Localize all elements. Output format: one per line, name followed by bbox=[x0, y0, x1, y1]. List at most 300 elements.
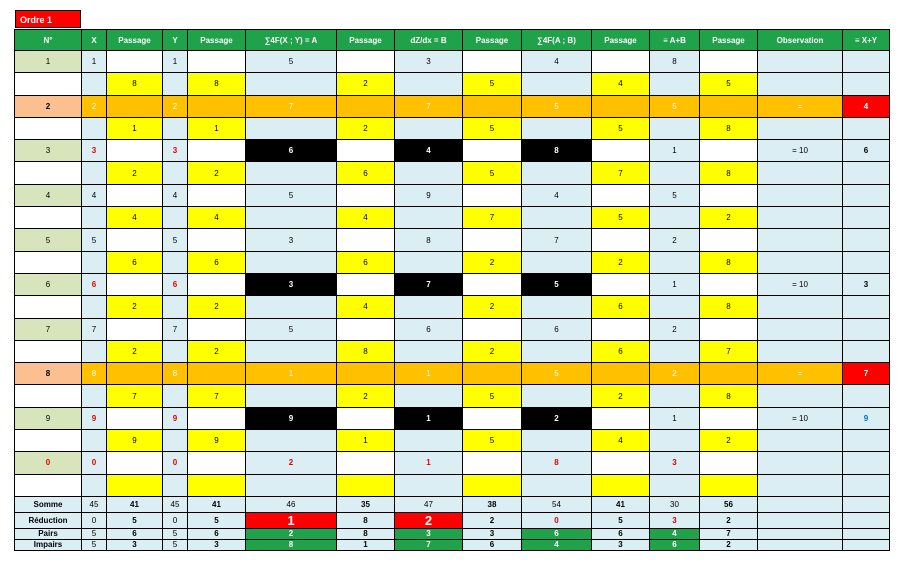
table-cell bbox=[188, 229, 246, 251]
passage-row bbox=[15, 251, 890, 273]
table-cell: 9 bbox=[246, 407, 337, 429]
table-cell: 7 bbox=[463, 207, 522, 229]
table-cell: 0 bbox=[82, 452, 107, 474]
table-cell: 7 bbox=[522, 229, 592, 251]
table-cell: 0 bbox=[163, 452, 188, 474]
column-header: Y bbox=[163, 30, 188, 51]
table-cell bbox=[843, 318, 890, 340]
table-cell bbox=[463, 273, 522, 295]
table-cell bbox=[107, 140, 163, 162]
table-cell bbox=[463, 51, 522, 73]
table-cell bbox=[758, 474, 843, 496]
table-cell bbox=[82, 474, 107, 496]
table-cell bbox=[522, 296, 592, 318]
table-cell: 6 bbox=[82, 273, 107, 295]
totals-cell: 2 bbox=[700, 512, 758, 528]
table-cell bbox=[592, 229, 650, 251]
table-cell bbox=[592, 140, 650, 162]
table-cell bbox=[592, 407, 650, 429]
table-cell bbox=[246, 162, 337, 184]
table-cell bbox=[82, 207, 107, 229]
table-cell: 4 bbox=[522, 51, 592, 73]
table-cell bbox=[395, 251, 463, 273]
table-cell: 9 bbox=[107, 430, 163, 452]
table-cell: 9 bbox=[843, 407, 890, 429]
table-cell: 1 bbox=[246, 363, 337, 385]
column-header: Passage bbox=[700, 30, 758, 51]
table-cell bbox=[522, 73, 592, 95]
totals-cell: 0 bbox=[522, 512, 592, 528]
table-cell: 8 bbox=[395, 229, 463, 251]
table-cell bbox=[758, 51, 843, 73]
table-cell: 2 bbox=[15, 95, 82, 117]
table-cell: 4 bbox=[522, 184, 592, 206]
table-cell bbox=[592, 363, 650, 385]
table-cell bbox=[843, 162, 890, 184]
passage-row bbox=[15, 430, 890, 452]
table-cell bbox=[463, 407, 522, 429]
table-cell: = bbox=[758, 95, 843, 117]
table-cell bbox=[107, 363, 163, 385]
table-cell: 1 bbox=[188, 117, 246, 139]
table-cell: 2 bbox=[522, 407, 592, 429]
table-cell bbox=[843, 251, 890, 273]
table-cell bbox=[163, 207, 188, 229]
table-cell bbox=[463, 184, 522, 206]
table-cell: 9 bbox=[188, 430, 246, 452]
totals-cell: 4 bbox=[522, 539, 592, 550]
column-header: ∑4F(X ; Y) = A bbox=[246, 30, 337, 51]
table-cell bbox=[758, 385, 843, 407]
column-header: Passage bbox=[463, 30, 522, 51]
table-cell bbox=[337, 229, 395, 251]
table-cell bbox=[188, 452, 246, 474]
number-row bbox=[15, 407, 890, 429]
totals-cell: 5 bbox=[188, 512, 246, 528]
table-cell: 2 bbox=[82, 95, 107, 117]
number-row bbox=[15, 273, 890, 295]
column-header: Passage bbox=[107, 30, 163, 51]
totals-cell: 30 bbox=[650, 496, 700, 512]
totals-cell: 0 bbox=[82, 512, 107, 528]
table-cell bbox=[700, 452, 758, 474]
table-cell bbox=[15, 162, 82, 184]
table-cell bbox=[82, 296, 107, 318]
table-cell: 3 bbox=[843, 273, 890, 295]
table-cell: 8 bbox=[700, 117, 758, 139]
table-cell bbox=[463, 140, 522, 162]
table-cell: 4 bbox=[592, 73, 650, 95]
table-cell bbox=[758, 452, 843, 474]
table-cell bbox=[107, 318, 163, 340]
table-cell bbox=[758, 430, 843, 452]
passage-row bbox=[15, 340, 890, 362]
table-cell bbox=[395, 162, 463, 184]
table-cell bbox=[82, 430, 107, 452]
totals-cell: 7 bbox=[700, 528, 758, 539]
table-cell bbox=[188, 184, 246, 206]
table-cell: 9 bbox=[15, 407, 82, 429]
table-cell bbox=[337, 363, 395, 385]
table-cell bbox=[188, 407, 246, 429]
table-cell bbox=[522, 430, 592, 452]
table-cell bbox=[246, 296, 337, 318]
table-cell bbox=[700, 229, 758, 251]
number-row bbox=[15, 184, 890, 206]
table-cell: 8 bbox=[700, 251, 758, 273]
table-cell: 4 bbox=[592, 430, 650, 452]
table-cell bbox=[107, 51, 163, 73]
table-cell bbox=[758, 296, 843, 318]
table-cell bbox=[650, 430, 700, 452]
table-cell bbox=[843, 385, 890, 407]
totals-cell: 8 bbox=[246, 539, 337, 550]
table-cell: 4 bbox=[337, 207, 395, 229]
totals-cell: 7 bbox=[395, 539, 463, 550]
totals-cell: 2 bbox=[246, 528, 337, 539]
table-cell: 8 bbox=[700, 296, 758, 318]
table-cell bbox=[522, 207, 592, 229]
table-cell: 7 bbox=[843, 363, 890, 385]
table-cell: 7 bbox=[700, 340, 758, 362]
totals-row bbox=[15, 496, 890, 512]
column-header: dZ/dx = B bbox=[395, 30, 463, 51]
table-cell: 3 bbox=[15, 140, 82, 162]
table-cell bbox=[758, 340, 843, 362]
table-cell bbox=[650, 207, 700, 229]
table-cell bbox=[82, 251, 107, 273]
table-cell: 2 bbox=[188, 162, 246, 184]
table-cell bbox=[163, 117, 188, 139]
table-cell: 6 bbox=[337, 251, 395, 273]
table-cell: 2 bbox=[592, 251, 650, 273]
table-cell: 7 bbox=[188, 385, 246, 407]
totals-cell: Pairs bbox=[15, 528, 82, 539]
totals-cell: 1 bbox=[246, 512, 337, 528]
table-cell bbox=[522, 251, 592, 273]
table-cell bbox=[843, 117, 890, 139]
table-cell bbox=[522, 117, 592, 139]
totals-cell: Impairs bbox=[15, 539, 82, 550]
table-cell bbox=[163, 162, 188, 184]
header-row bbox=[15, 30, 890, 51]
table-cell bbox=[337, 318, 395, 340]
table-cell: 4 bbox=[395, 140, 463, 162]
table-cell: 2 bbox=[107, 340, 163, 362]
table-cell: 9 bbox=[395, 184, 463, 206]
column-header: Passage bbox=[337, 30, 395, 51]
totals-cell: 2 bbox=[395, 512, 463, 528]
table-cell bbox=[843, 207, 890, 229]
table-cell bbox=[650, 385, 700, 407]
table-cell bbox=[758, 184, 843, 206]
table-cell: 5 bbox=[592, 117, 650, 139]
table-cell bbox=[15, 385, 82, 407]
totals-cell: 5 bbox=[107, 512, 163, 528]
table-cell bbox=[700, 318, 758, 340]
table-cell bbox=[188, 363, 246, 385]
table-cell: 4 bbox=[843, 95, 890, 117]
ordre-label: Ordre 1 bbox=[15, 10, 81, 28]
table-cell: 5 bbox=[522, 273, 592, 295]
table-cell: 1 bbox=[163, 51, 188, 73]
table-cell: 3 bbox=[246, 229, 337, 251]
table-cell: 1 bbox=[395, 452, 463, 474]
table-cell bbox=[15, 296, 82, 318]
table-cell bbox=[592, 474, 650, 496]
table-cell bbox=[758, 207, 843, 229]
table-cell: 2 bbox=[650, 229, 700, 251]
table-cell: 5 bbox=[650, 95, 700, 117]
table-cell: 8 bbox=[82, 363, 107, 385]
table-cell bbox=[592, 184, 650, 206]
table-cell: 1 bbox=[82, 51, 107, 73]
data-table bbox=[14, 29, 890, 551]
table-cell bbox=[15, 430, 82, 452]
totals-cell: 56 bbox=[700, 496, 758, 512]
table-cell bbox=[163, 251, 188, 273]
table-cell: 8 bbox=[700, 385, 758, 407]
table-cell: 1 bbox=[15, 51, 82, 73]
table-cell: 2 bbox=[337, 117, 395, 139]
table-cell bbox=[163, 430, 188, 452]
totals-cell: 3 bbox=[650, 512, 700, 528]
totals-cell: 3 bbox=[395, 528, 463, 539]
table-cell: 7 bbox=[15, 318, 82, 340]
table-cell: 8 bbox=[15, 363, 82, 385]
table-cell bbox=[246, 340, 337, 362]
table-cell bbox=[107, 229, 163, 251]
table-cell: 5 bbox=[82, 229, 107, 251]
table-cell bbox=[246, 430, 337, 452]
table-cell bbox=[188, 51, 246, 73]
table-cell bbox=[188, 273, 246, 295]
totals-cell: 41 bbox=[188, 496, 246, 512]
table-cell: 2 bbox=[592, 385, 650, 407]
table-cell bbox=[700, 474, 758, 496]
column-header: N° bbox=[15, 30, 82, 51]
table-cell: 5 bbox=[592, 207, 650, 229]
table-cell: 5 bbox=[463, 430, 522, 452]
column-header: Observation bbox=[758, 30, 843, 51]
table-cell: 2 bbox=[700, 430, 758, 452]
totals-cell bbox=[843, 496, 890, 512]
table-cell bbox=[463, 452, 522, 474]
totals-cell: 6 bbox=[188, 528, 246, 539]
totals-cell: 6 bbox=[592, 528, 650, 539]
table-cell: 8 bbox=[337, 340, 395, 362]
table-cell bbox=[522, 162, 592, 184]
table-cell: 2 bbox=[163, 95, 188, 117]
table-cell: 8 bbox=[522, 140, 592, 162]
table-cell: 7 bbox=[395, 273, 463, 295]
table-cell bbox=[82, 117, 107, 139]
table-cell: 4 bbox=[163, 184, 188, 206]
totals-cell: 5 bbox=[82, 539, 107, 550]
table-cell: 8 bbox=[163, 363, 188, 385]
totals-cell bbox=[843, 539, 890, 550]
table-cell bbox=[843, 73, 890, 95]
table-cell bbox=[15, 207, 82, 229]
passage-row bbox=[15, 474, 890, 496]
totals-cell: 5 bbox=[163, 528, 188, 539]
table-cell bbox=[758, 73, 843, 95]
table-cell: 7 bbox=[82, 318, 107, 340]
table-cell bbox=[395, 385, 463, 407]
table-cell bbox=[700, 363, 758, 385]
table-cell bbox=[843, 51, 890, 73]
table-cell bbox=[843, 296, 890, 318]
table-cell: 8 bbox=[188, 73, 246, 95]
totals-cell: 3 bbox=[592, 539, 650, 550]
table-cell: 4 bbox=[15, 184, 82, 206]
table-cell: 6 bbox=[15, 273, 82, 295]
table-cell: 2 bbox=[188, 340, 246, 362]
totals-row bbox=[15, 539, 890, 550]
table-cell bbox=[843, 474, 890, 496]
table-cell: = 10 bbox=[758, 273, 843, 295]
totals-cell: 6 bbox=[522, 528, 592, 539]
totals-cell: 6 bbox=[107, 528, 163, 539]
table-cell bbox=[758, 117, 843, 139]
table-cell bbox=[15, 73, 82, 95]
table-cell: 4 bbox=[82, 184, 107, 206]
table-cell bbox=[522, 474, 592, 496]
table-cell bbox=[843, 184, 890, 206]
totals-cell: 3 bbox=[463, 528, 522, 539]
totals-cell: 54 bbox=[522, 496, 592, 512]
totals-cell: 41 bbox=[107, 496, 163, 512]
table-cell bbox=[650, 251, 700, 273]
table-cell: 1 bbox=[650, 273, 700, 295]
table-cell: 8 bbox=[700, 162, 758, 184]
table-cell bbox=[758, 251, 843, 273]
table-cell: 2 bbox=[650, 318, 700, 340]
totals-cell: 0 bbox=[163, 512, 188, 528]
table-cell bbox=[82, 340, 107, 362]
table-cell bbox=[107, 407, 163, 429]
table-cell: 8 bbox=[107, 73, 163, 95]
totals-cell bbox=[758, 496, 843, 512]
totals-cell: 6 bbox=[650, 539, 700, 550]
table-cell bbox=[463, 95, 522, 117]
number-row bbox=[15, 51, 890, 73]
table-cell bbox=[395, 340, 463, 362]
table-cell bbox=[15, 117, 82, 139]
table-cell bbox=[82, 385, 107, 407]
table-cell bbox=[163, 296, 188, 318]
table-cell: 5 bbox=[522, 95, 592, 117]
table-cell bbox=[107, 452, 163, 474]
column-header: ∑4F(A ; B) bbox=[522, 30, 592, 51]
totals-cell bbox=[758, 539, 843, 550]
table-cell: 0 bbox=[15, 452, 82, 474]
table-cell bbox=[337, 184, 395, 206]
table-cell bbox=[650, 117, 700, 139]
table-cell: 1 bbox=[395, 407, 463, 429]
totals-cell: 3 bbox=[188, 539, 246, 550]
table-cell bbox=[188, 140, 246, 162]
table-cell: 2 bbox=[107, 296, 163, 318]
table-cell bbox=[592, 95, 650, 117]
table-cell bbox=[522, 385, 592, 407]
totals-cell: 8 bbox=[337, 512, 395, 528]
table-cell: 2 bbox=[107, 162, 163, 184]
column-header: ≡ X+Y bbox=[843, 30, 890, 51]
table-cell bbox=[337, 407, 395, 429]
table-cell bbox=[843, 229, 890, 251]
table-cell: 4 bbox=[107, 207, 163, 229]
table-cell bbox=[700, 407, 758, 429]
table-cell bbox=[337, 51, 395, 73]
table-cell: 5 bbox=[463, 73, 522, 95]
table-cell: 2 bbox=[463, 251, 522, 273]
table-cell bbox=[700, 184, 758, 206]
totals-cell bbox=[758, 512, 843, 528]
totals-cell: 4 bbox=[650, 528, 700, 539]
totals-cell: 2 bbox=[463, 512, 522, 528]
table-cell: 5 bbox=[650, 184, 700, 206]
table-cell: 6 bbox=[163, 273, 188, 295]
table-cell bbox=[395, 117, 463, 139]
table-cell: 5 bbox=[522, 363, 592, 385]
column-header: Passage bbox=[592, 30, 650, 51]
table-cell bbox=[700, 51, 758, 73]
table-cell: 2 bbox=[337, 73, 395, 95]
number-row bbox=[15, 318, 890, 340]
passage-row bbox=[15, 385, 890, 407]
totals-cell bbox=[758, 528, 843, 539]
table-cell bbox=[246, 73, 337, 95]
totals-cell: 5 bbox=[592, 512, 650, 528]
totals-cell: 35 bbox=[337, 496, 395, 512]
table-cell bbox=[246, 474, 337, 496]
table-cell: 6 bbox=[592, 296, 650, 318]
table-cell: 2 bbox=[246, 452, 337, 474]
table-cell bbox=[82, 73, 107, 95]
table-cell: = 10 bbox=[758, 407, 843, 429]
table-cell: 6 bbox=[188, 251, 246, 273]
totals-cell: 41 bbox=[592, 496, 650, 512]
table-cell bbox=[337, 140, 395, 162]
passage-row bbox=[15, 207, 890, 229]
table-cell bbox=[337, 273, 395, 295]
table-cell bbox=[82, 162, 107, 184]
table-cell: 5 bbox=[246, 51, 337, 73]
table-cell: 5 bbox=[463, 117, 522, 139]
table-cell: 2 bbox=[463, 296, 522, 318]
number-row bbox=[15, 140, 890, 162]
totals-cell: 6 bbox=[463, 539, 522, 550]
table-cell bbox=[843, 430, 890, 452]
table-cell: 7 bbox=[592, 162, 650, 184]
column-header: Passage bbox=[188, 30, 246, 51]
totals-row bbox=[15, 528, 890, 539]
table-cell bbox=[650, 296, 700, 318]
passage-row bbox=[15, 117, 890, 139]
table-cell: 9 bbox=[82, 407, 107, 429]
table-cell bbox=[395, 296, 463, 318]
table-cell bbox=[463, 229, 522, 251]
table-cell bbox=[395, 73, 463, 95]
table-cell bbox=[163, 73, 188, 95]
totals-cell: Somme bbox=[15, 496, 82, 512]
table-cell bbox=[395, 474, 463, 496]
table-cell bbox=[107, 474, 163, 496]
table-cell bbox=[463, 363, 522, 385]
table-cell bbox=[843, 452, 890, 474]
passage-row bbox=[15, 296, 890, 318]
